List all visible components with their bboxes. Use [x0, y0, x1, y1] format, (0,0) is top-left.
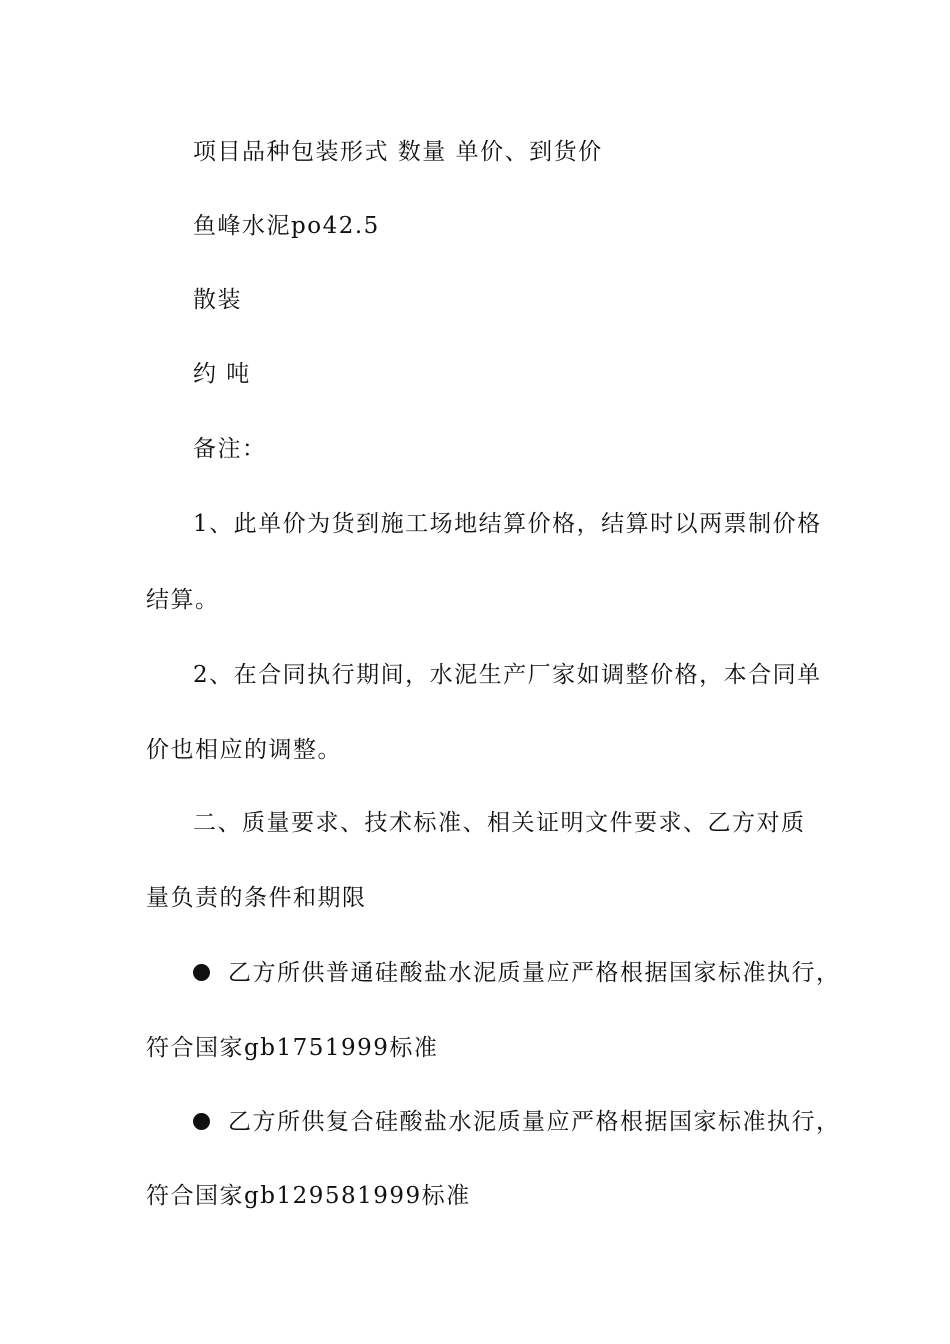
section-2-heading-line-2: 量负责的条件和期限	[146, 885, 367, 911]
bullet-dot-icon	[193, 1113, 210, 1130]
bullet-item-1	[193, 958, 841, 988]
bullet-item-2-line-2: 符合国家gb129581999标准	[146, 1183, 471, 1209]
remark-1-line-1: 1、此单价为货到施工场地结算价格，结算时以两票制价格	[193, 511, 822, 537]
packing-form: 散装	[193, 287, 242, 313]
quantity-text: 约 吨	[193, 361, 251, 387]
section-2-heading-line-1: 二、质量要求、技术标准、相关证明文件要求、乙方对质	[193, 810, 806, 836]
remarks-label: 备注：	[193, 436, 267, 462]
remark-1-line-2: 结算。	[146, 587, 220, 613]
bullet-item-2-text: 乙方所供复合硅酸盐水泥质量应严格根据国家标准执行，	[228, 1109, 841, 1135]
bullet-dot-icon	[193, 964, 210, 981]
bullet-item-1-text: 乙方所供普通硅酸盐水泥质量应严格根据国家标准执行，	[228, 960, 841, 986]
bullet-item-2	[193, 1107, 841, 1137]
table-header-row: 项目品种包装形式 数量 单价、到货价	[193, 139, 603, 165]
remark-2-line-1: 2、在合同执行期间，水泥生产厂家如调整价格，本合同单	[193, 662, 822, 688]
bullet-item-1-line-2: 符合国家gb1751999标准	[146, 1035, 439, 1061]
product-name: 鱼峰水泥po42.5	[193, 213, 380, 239]
remark-2-line-2: 价也相应的调整。	[146, 737, 342, 763]
